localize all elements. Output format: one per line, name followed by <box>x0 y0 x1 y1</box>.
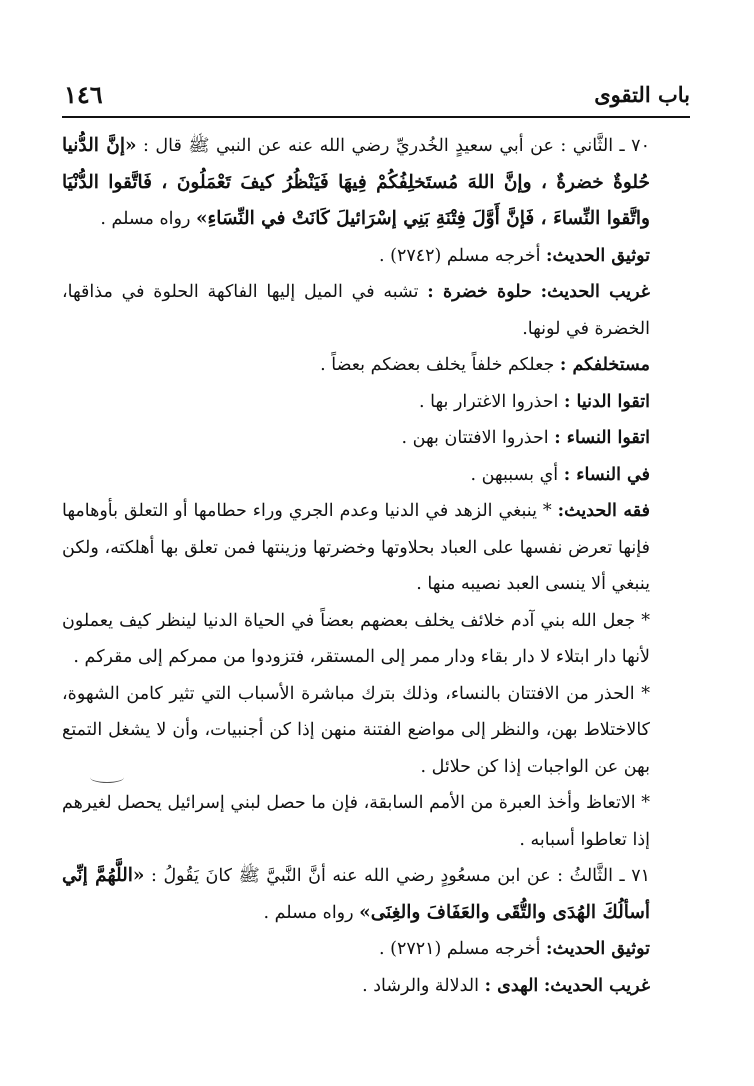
fiqh-point <box>62 676 694 786</box>
tawthiq-text: أخرجه مسلم (٢٧٤٢) . <box>378 245 541 266</box>
hadith-71-tawthiq <box>62 931 694 968</box>
tawthiq-label: توثيق الحديث: <box>546 939 650 959</box>
vocab-meaning: أي بسببهن . <box>470 464 559 485</box>
tawthiq-text: أخرجه مسلم (٢٧٢١) . <box>378 939 541 959</box>
fiqh-label: فقه الحديث: <box>557 501 650 521</box>
tawthiq-label: توثيق الحديث: <box>546 245 650 266</box>
vocab-meaning: احذروا الافتتان بهن . <box>401 428 549 448</box>
vocab-entry <box>62 457 694 494</box>
hadith-71 <box>62 858 694 931</box>
hadith-70-text: «إنَّ الدُّنيا حُلوةٌ خضرةٌ ، وإنَّ اللهَ مُستَخلِفُكُمْ فِيهَا فَيَنْظُرُ كيفَ تَعْمَلُونَ ، فَاتَّقوا الدُّنْيَا واتَّقوا النِّساءَ ، فَإنَّ أَوَّلَ فِتْنَةِ بَنِي إسْرَائيلَ كَانَتْ في النِّسَاءِ» <box>62 135 650 229</box>
hadith-70-gharib <box>62 274 694 347</box>
fiqh-text: * الحذر من الافتتان بالنساء، وذلك بترك مباشرة الأسباب التي تثير كامن الشهوة، كالاختلاط بهن، والنظر إلى مواضع الفتنة منهن إذا كن أجنبيات، وأن لا يشغل التمتع بهن عن الواجبات إذا كن حلائل . <box>62 683 650 777</box>
fiqh-point <box>62 785 694 858</box>
fiqh-point <box>62 603 694 676</box>
hadith-71-text: «اللَّهُمَّ إنِّي أسألُكَ الهُدَى والتُّقَى والعَفَافَ والغِنَى» <box>62 865 650 923</box>
hadith-70-intro: ٧٠ ـ الثَّاني : عن أبي سعيدٍ الخُدريِّ رضي الله عنه عن النبي ﷺ قال : <box>143 136 650 156</box>
vocab-term: اتقوا الدنيا : <box>564 391 650 412</box>
gharib-label: غريب الحديث: <box>543 975 650 996</box>
page-header <box>62 80 690 118</box>
fiqh-point <box>62 493 694 603</box>
vocab-term: في النساء : <box>563 464 650 485</box>
pencil-mark <box>90 772 124 783</box>
hadith-70 <box>62 128 694 238</box>
vocab-meaning: جعلكم خلفاً يخلف بعضكم بعضاً . <box>320 355 555 375</box>
hadith-70-tawthiq <box>62 238 694 275</box>
page-body <box>62 128 694 1004</box>
gharib-text: الدلالة والرشاد . <box>362 975 479 996</box>
vocab-term: اتقوا النساء : <box>554 428 650 448</box>
vocab-entry <box>62 347 694 384</box>
chapter-title: باب التقوى <box>594 82 690 107</box>
gharib-label: غريب الحديث: <box>540 282 650 302</box>
gharib-word: الهدى : <box>484 975 539 996</box>
hadith-71-gharib <box>62 968 694 1005</box>
fiqh-text: * جعل الله بني آدم خلائف يخلف بعضهم بعضاً في الحياة الدنيا لينظر كيف يعملون لأنها دار ابتلاء لا دار بقاء ودار ممر إلى المستقر، فتزودوا من ممركم إلى مقركم . <box>62 610 650 667</box>
vocab-entry <box>62 420 694 457</box>
gharib-word: حلوة خضرة : <box>427 282 532 302</box>
hadith-70-source: رواه مسلم . <box>100 209 191 229</box>
page-number: ١٤٦ <box>64 80 103 109</box>
hadith-71-intro: ٧١ ـ الثَّالثُ : عن ابن مسعُودٍ رضي الله عنه أنَّ النَّبيَّ ﷺ كانَ يَقُولُ : <box>151 866 650 886</box>
hadith-71-source: رواه مسلم . <box>263 902 354 923</box>
gharib-text: تشبه في الميل إليها الفاكهة الحلوة في مذاقها، الخضرة في لونها. <box>62 282 650 339</box>
vocab-meaning: احذروا الاغترار بها . <box>419 391 559 412</box>
fiqh-text: * الاتعاظ وأخذ العبرة من الأمم السابقة، فإن ما حصل لبني إسرائيل يحصل لغيرهم إذا تعاطوا أسبابه . <box>62 793 650 850</box>
vocab-entry <box>62 384 694 421</box>
fiqh-text: * ينبغي الزهد في الدنيا وعدم الجري وراء حطامها أو التعلق بأوهامها فإنها تعرض نفسها على العباد بحلاوتها وخضرتها وزينتها فمن تعلق بها أهلكته، ولكن ينبغي ألا ينسى العبد نصيبه منها . <box>62 501 650 594</box>
vocab-term: مستخلفكم : <box>559 355 650 375</box>
